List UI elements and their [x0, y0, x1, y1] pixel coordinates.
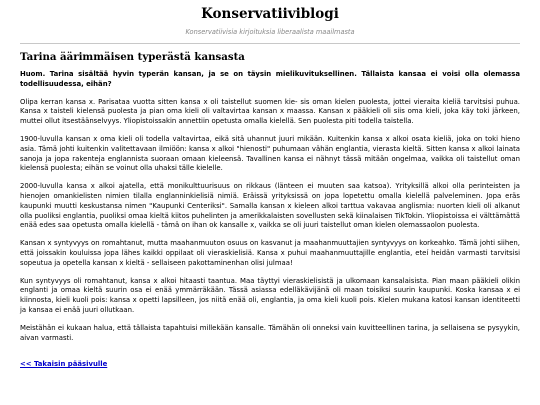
article-paragraph: Kun syntyvyys oli romahtanut, kansa x alkoi hitaasti taantua. Maa täyttyi vieraskielisistä ja ulkomaan kansalaisista. Pian maan pääkieli olikin englanti ja omaa kieltä suurin osa ei enää ymmärräkään. Tässä asiassa edelläkävijänä oli maan toisiksi suurin kaupunki. Koska kansaa x ei kiinnosta, kieli kuoli pois: kansa x opetti lapsilleen, jos niitä enää oli, englantia, ja oma kieli kuoli pois. Kielen mukana katosi kansan identiteetti ja kansaa ei enää juuri ollutkaan.	[20, 276, 520, 314]
article-paragraph: Meistähän ei kukaan halua, että tällaista tapahtuisi millekään kansalle. Tämähän oli onneksi vain kuvitteellinen tarina, ja sellaisena se pysyykin, aivan varmasti.	[20, 323, 520, 342]
article-paragraph: 1900-luvulla kansan x oma kieli oli todella valtavirtaa, eikä sitä uhannut juuri mikään. Kuitenkin kansa x alkoi osata kieliä, joka on toki hieno asia. Tämä johti kuitenkin valitettavaan ilmiöön: kansa x alkoi "hienosti" puhumaan vähän englantia, vierasta kieltä. Sitten kansa x alkoi lainata sanoja ja jopa rakenteja englannista suoraan omaan kieleensä. Tavallinen kansa ei nähnyt tässä mitään ongelmaa, vaikka oli taistellut oman kielensä puolesta; eihän se voinut olla uhaksi tälle kielelle.	[20, 134, 520, 173]
article-paragraph: Olipa kerran kansa x. Parisataa vuotta sitten kansa x oli taistellut suomen kie- sis oman kielen puolesta, jottei vieraita kieliä tarvitsisi puhua. Kansa x taisteli kielensä puolesta ja pian oma kieli oli valtavirtaa kansan x maassa. Kansan x pääkieli oli siis oma kieli, joka käy toki järkeen, muttei ollut itsestäänselvyys. Yliopistoissakin annettiin opetusta omalla kielellä. Sen puolesta piti todella taistella.	[20, 97, 520, 126]
article-body	[20, 70, 520, 343]
article-lead: Huom. Tarina sisältää hyvin typerän kansan, ja se on täysin mielikuvituksellinen. Tällaista kansaa ei voisi olla olemassa todellisuudessa, eihän?	[20, 70, 520, 88]
back-to-home-link[interactable]: << Takaisin pääsivulle	[20, 360, 108, 369]
header-divider	[20, 43, 520, 44]
site-subtitle: Konservatiivisia kirjoituksia liberaalista maailmasta	[185, 28, 355, 36]
article-paragraph: Kansan x syntyvyys on romahtanut, mutta maahanmuuton osuus on kasvanut ja maahanmuuttajien syntyvyys on korkeahko. Tämä johti siihen, että joissakin kouluissa jopa lähes kaikki oppilaat oli vieraskielisiä. Kansa x puhui maahanmuuttajille englantia, eteí heidän varmasti tarvitsisi sopeutua ja opetella kansan x kieltä - sellaiseen pakottaminenhan olisi julmaa!	[20, 239, 520, 267]
site-title: Konservatiiviblogi	[201, 6, 339, 22]
article-title: Tarina äärimmäisen typerästä kansasta	[20, 51, 245, 63]
article-paragraph: 2000-luvulla kansa x alkoi ajatella, että monikulttuurisuus on rikkaus (länteen ei muuten saa katsoa). Yrityksillä alkoi olla perinteisten ja hienojen omankielisten nimien tilalla englanninkielisiä nimiä. Eräissä yrityksissä on jopa lopetettu omalla kielellä palveleminen. Jopa eräs kaupunki muutti keskustansa nimen "Kaupunki Centeriksi". Samalla kansan x kieleen alkoi tarttua vakavaa anglismia: nuorten kieli oli alkanut olla puoliksi englantia, puoliksi omaa kieltä kiitos puhelinten ja amerikkalaisten sovellusten sekä kiinalaisen TikTokin. Yliopistoissa ei välttämättä enää edes saa opetusta omalla kielellä - tämä on ihan ok kansalle x, vaikka se oli juuri taistellut oman kielen olemassaolon puolesta.	[20, 182, 520, 230]
